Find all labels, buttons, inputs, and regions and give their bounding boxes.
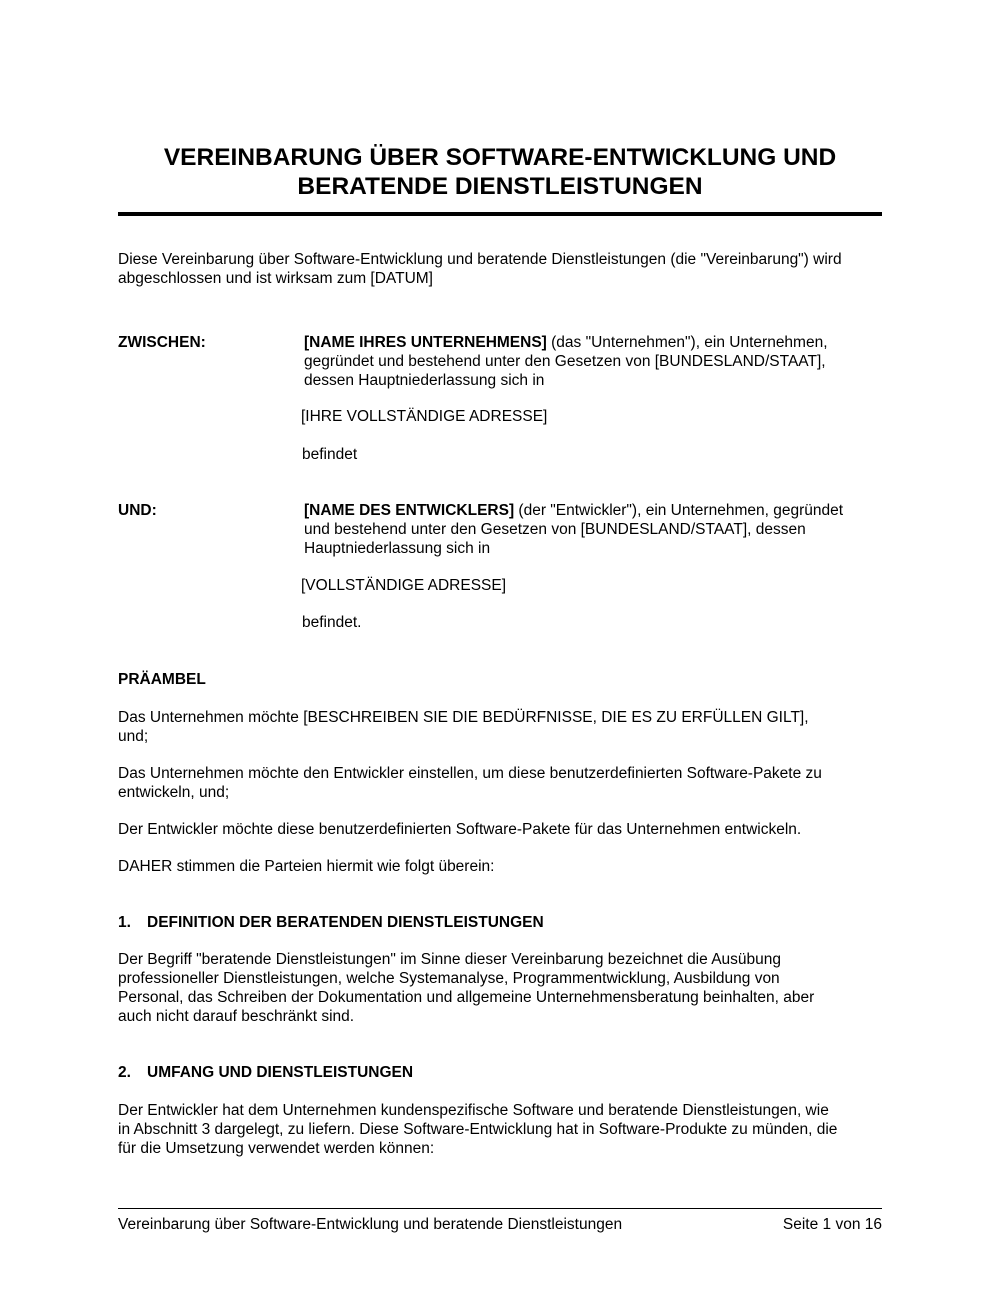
party1-end: befindet	[302, 446, 358, 463]
text-line: auch nicht darauf beschränkt sind.	[118, 1008, 355, 1025]
section-1-body	[118, 950, 888, 1026]
title-rule	[118, 212, 882, 216]
title-line: VEREINBARUNG ÜBER SOFTWARE-ENTWICKLUNG UND	[163, 144, 837, 171]
party2-end: befindet.	[302, 614, 362, 631]
text-line: dessen Hauptniederlassung sich in	[304, 372, 545, 389]
party1-description	[304, 333, 884, 390]
text-line: abgeschlossen und ist wirksam zum [DATUM]	[118, 270, 433, 287]
party2-address: [VOLLSTÄNDIGE ADRESSE]	[301, 577, 507, 594]
text-line: in Abschnitt 3 dargelegt, zu liefern. Diese Software-Entwicklung hat in Software-Produkte zu münden, die	[118, 1121, 838, 1138]
text: (das "Unternehmen"), ein Unternehmen,	[546, 334, 828, 351]
footer-rule	[118, 1208, 882, 1209]
text-line: für die Umsetzung verwendet werden können:	[118, 1140, 435, 1157]
text-line: professioneller Dienstleistungen, welche Systemanalyse, Programmentwicklung, Ausbildung von	[118, 970, 780, 987]
section-number: 1.	[118, 914, 131, 931]
text-line: Der Begriff "beratende Dienstleistungen" im Sinne dieser Vereinbarung bezeichnet die Ausübung	[118, 951, 782, 968]
section-2-heading	[118, 1063, 413, 1082]
text-line: entwickeln, und;	[118, 784, 230, 801]
section-title: UMFANG UND DIENSTLEISTUNGEN	[147, 1064, 414, 1081]
document-title	[118, 143, 882, 201]
text-line: Der Entwickler hat dem Unternehmen kundenspezifische Software und beratende Dienstleistungen, wie	[118, 1102, 829, 1119]
page-number: Seite 1 von 16	[782, 1216, 882, 1233]
party2-name: [NAME DES ENTWICKLERS]	[304, 502, 515, 519]
section-title: DEFINITION DER BERATENDEN DIENSTLEISTUNGEN	[147, 914, 544, 931]
text-line: Das Unternehmen möchte [BESCHREIBEN SIE DIE BEDÜRFNISSE, DIE ES ZU ERFÜLLEN GILT],	[118, 709, 809, 726]
preamble-paragraph: Der Entwickler möchte diese benutzerdefinierten Software-Pakete für das Unternehmen entwickeln.	[118, 821, 802, 838]
section-number: 2.	[118, 1064, 131, 1081]
section-2-body	[118, 1101, 888, 1158]
party2-label: UND:	[118, 502, 157, 519]
text-line: und;	[118, 728, 149, 745]
party1-address: [IHRE VOLLSTÄNDIGE ADRESSE]	[301, 408, 548, 425]
preamble-paragraph	[118, 708, 888, 746]
section-1-heading	[118, 913, 544, 932]
text-line: Hauptniederlassung sich in	[304, 540, 491, 557]
party1-label: ZWISCHEN:	[118, 334, 206, 351]
text: (der "Entwickler"), ein Unternehmen, gegründet	[514, 502, 844, 519]
party2-description	[304, 501, 884, 558]
intro-paragraph	[118, 250, 888, 288]
footer-title: Vereinbarung über Software-Entwicklung und beratende Dienstleistungen	[118, 1216, 623, 1233]
party1-name: [NAME IHRES UNTERNEHMENS]	[304, 334, 547, 351]
text-line: Diese Vereinbarung über Software-Entwicklung und beratende Dienstleistungen (die "Vereinbarung") wird	[118, 251, 842, 268]
text-line: und bestehend unter den Gesetzen von [BUNDESLAND/STAAT], dessen	[304, 521, 806, 538]
text-line: Das Unternehmen möchte den Entwickler einstellen, um diese benutzerdefinierten Software-Pakete zu	[118, 765, 822, 782]
preamble-paragraph: DAHER stimmen die Parteien hiermit wie folgt überein:	[118, 858, 495, 875]
preamble-heading: PRÄAMBEL	[118, 671, 206, 688]
text-line: Personal, das Schreiben der Dokumentation und allgemeine Unternehmensberatung beinhalten, aber	[118, 989, 815, 1006]
text-line: gegründet und bestehend unter den Gesetzen von [BUNDESLAND/STAAT],	[304, 353, 826, 370]
title-line: BERATENDE DIENSTLEISTUNGEN	[297, 173, 703, 200]
preamble-paragraph	[118, 764, 888, 802]
